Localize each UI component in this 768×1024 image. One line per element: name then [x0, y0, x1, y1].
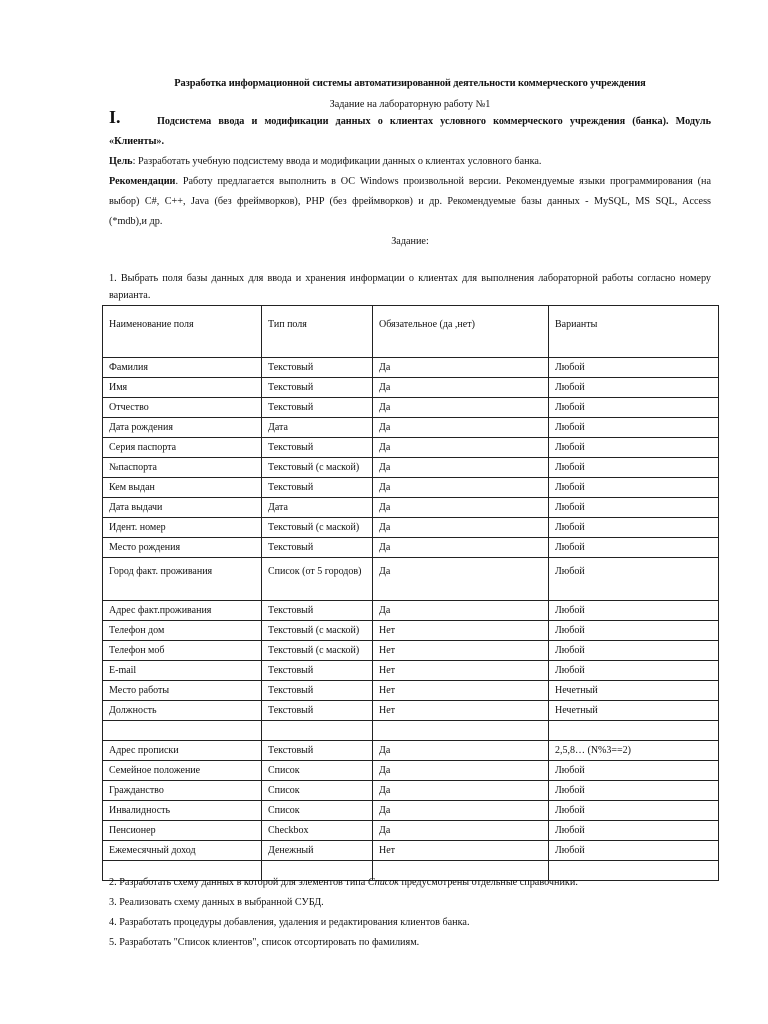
table-row: [103, 641, 719, 661]
table-cell: Любой: [549, 781, 719, 801]
table-cell: Текстовый: [262, 741, 373, 761]
step2-em: Список: [367, 877, 399, 888]
table-cell: Дата выдачи: [103, 498, 262, 518]
table-cell: Нет: [373, 661, 549, 681]
table-row: [103, 621, 719, 641]
step2-post: предусмотрены отдельные справочники.: [398, 877, 578, 888]
table-cell: Да: [373, 821, 549, 841]
table-row: [103, 601, 719, 621]
table-row: [103, 661, 719, 681]
table-row: [103, 841, 719, 861]
table-row: [103, 701, 719, 721]
table-row: [103, 781, 719, 801]
table-row: [103, 438, 719, 458]
table-cell: Имя: [103, 378, 262, 398]
table-cell: Любой: [549, 358, 719, 378]
table-cell: 2,5,8… (N%3==2): [549, 741, 719, 761]
table-cell: Да: [373, 358, 549, 378]
table-cell: Нечетный: [549, 701, 719, 721]
header-cell: Обязательное (да ,нет): [373, 306, 549, 358]
table-cell: Любой: [549, 438, 719, 458]
table-cell: Любой: [549, 601, 719, 621]
section-heading-line2: «Клиенты».: [109, 136, 165, 147]
table-row: [103, 538, 719, 558]
table-cell: Дата: [262, 498, 373, 518]
table-cell: Любой: [549, 761, 719, 781]
table-cell: Нет: [373, 641, 549, 661]
table-row: [103, 761, 719, 781]
step2-pre: 2. Разработать схему данных в которой для элементов типа: [109, 877, 368, 888]
table-cell: Любой: [549, 801, 719, 821]
table-cell: Любой: [549, 498, 719, 518]
table-cell: Инвалидность: [103, 801, 262, 821]
table-cell: Гражданство: [103, 781, 262, 801]
table-cell: Любой: [549, 458, 719, 478]
table-cell: Нет: [373, 841, 549, 861]
table-cell: [262, 721, 373, 741]
step5-text: 5. Разработать "Список клиентов", список отсортировать по фамилиям.: [109, 937, 420, 948]
table-cell: Телефон моб: [103, 641, 262, 661]
table-row: [103, 681, 719, 701]
table-cell: Да: [373, 558, 549, 601]
step1-paragraph: [109, 269, 711, 306]
recommendations-paragraph: [109, 172, 711, 232]
table-cell: Любой: [549, 478, 719, 498]
table-cell: Да: [373, 398, 549, 418]
table-cell: Дата рождения: [103, 418, 262, 438]
table-cell: Текстовый: [262, 538, 373, 558]
fields-table: [102, 305, 719, 881]
table-cell: Ежемесячный доход: [103, 841, 262, 861]
table-row: [103, 398, 719, 418]
table-cell: Текстовый: [262, 478, 373, 498]
table-cell: Семейное положение: [103, 761, 262, 781]
table-cell: Список: [262, 781, 373, 801]
section-numeral: I.: [109, 107, 121, 127]
table-cell: Фамилия: [103, 358, 262, 378]
table-cell: Текстовый (с маской): [262, 458, 373, 478]
step1-line2: варианта.: [109, 290, 151, 301]
table-cell: Да: [373, 438, 549, 458]
table-cell: Текстовый: [262, 661, 373, 681]
table-cell: Дата: [262, 418, 373, 438]
goal-paragraph: [109, 152, 711, 172]
table-cell: [549, 721, 719, 741]
recommendations-line3: (*mdb),и др.: [109, 216, 163, 227]
table-cell: Список: [262, 801, 373, 821]
table-cell: Любой: [549, 418, 719, 438]
recommendations-line2: выбор) C#, C++, Java (без фреймворков), PHP (без фреймворков) и др. Рекомендуемые базы данных - MySQL, MS SQL, Access: [109, 196, 711, 207]
table-cell: Текстовый (с маской): [262, 641, 373, 661]
table-cell: Да: [373, 538, 549, 558]
table-row: [103, 741, 719, 761]
table-cell: Отчество: [103, 398, 262, 418]
document-subtitle: Задание на лабораторную работу №1: [329, 99, 491, 110]
goal-text: : Разработать учебную подсистему ввода и модификации данных о клиентах условного банка.: [132, 156, 542, 167]
table-cell: Должность: [103, 701, 262, 721]
table-cell: Город факт. проживания: [103, 558, 262, 601]
table-cell: Место работы: [103, 681, 262, 701]
table-cell: Любой: [549, 518, 719, 538]
table-cell: Любой: [549, 378, 719, 398]
table-cell: Серия паспорта: [103, 438, 262, 458]
table-row: [103, 458, 719, 478]
table-cell: Адрес факт.проживания: [103, 601, 262, 621]
table-row: [103, 821, 719, 841]
table-cell: Да: [373, 518, 549, 538]
table-row: [103, 378, 719, 398]
table-cell: №паспорта: [103, 458, 262, 478]
table-cell: Checkbox: [262, 821, 373, 841]
table-row: [103, 418, 719, 438]
table-cell: Любой: [549, 558, 719, 601]
table-cell: Нет: [373, 701, 549, 721]
section-heading-cont: [109, 132, 711, 152]
table-cell: Любой: [549, 538, 719, 558]
table-cell: Да: [373, 801, 549, 821]
table-cell: Да: [373, 741, 549, 761]
task-heading: Задание:: [391, 236, 429, 247]
table-cell: Текстовый: [262, 398, 373, 418]
table-row: [103, 721, 719, 741]
recommendations-line1: . Работу предлагается выполнить в ОС Windows произвольной версии. Рекомендуемые языки программирования (на: [175, 176, 711, 187]
table-cell: Текстовый: [262, 378, 373, 398]
table-cell: Пенсионер: [103, 821, 262, 841]
header-cell: Варианты: [549, 306, 719, 358]
table-cell: [373, 721, 549, 741]
table-cell: Любой: [549, 661, 719, 681]
table-cell: Любой: [549, 841, 719, 861]
table-row: [103, 478, 719, 498]
table-cell: E-mail: [103, 661, 262, 681]
table-row: [103, 498, 719, 518]
header-cell: Наименование поля: [103, 306, 262, 358]
table-cell: Кем выдан: [103, 478, 262, 498]
step4-text: 4. Разработать процедуры добавления, удаления и редактирования клиентов банка.: [109, 917, 470, 928]
table-cell: Да: [373, 761, 549, 781]
section-heading: [157, 112, 711, 132]
table-cell: Телефон дом: [103, 621, 262, 641]
table-cell: Да: [373, 478, 549, 498]
table-cell: Нет: [373, 681, 549, 701]
table-cell: Любой: [549, 621, 719, 641]
step1-line1: 1. Выбрать поля базы данных для ввода и хранения информации о клиентах для выполнения лабораторной работы согласно номеру: [109, 273, 711, 284]
table-cell: Список (от 5 городов): [262, 558, 373, 601]
goal-label: Цель: [109, 156, 133, 167]
table-row: [103, 358, 719, 378]
table-cell: Да: [373, 418, 549, 438]
recommendations-label: Рекомендации: [109, 176, 176, 187]
table-header-row: [103, 306, 719, 358]
table-cell: Идент. номер: [103, 518, 262, 538]
table-cell: Да: [373, 781, 549, 801]
step3-text: 3. Реализовать схему данных в выбранной СУБД.: [109, 897, 324, 908]
table-cell: Любой: [549, 641, 719, 661]
table-cell: Да: [373, 378, 549, 398]
table-row: [103, 801, 719, 821]
document-title: Разработка информационной системы автоматизированной деятельности коммерческого учреждения: [174, 78, 646, 89]
header-cell: Тип поля: [262, 306, 373, 358]
table-cell: Да: [373, 601, 549, 621]
table-cell: [103, 721, 262, 741]
table-cell: Текстовый: [262, 681, 373, 701]
table-cell: Текстовый (с маской): [262, 518, 373, 538]
table-cell: Любой: [549, 821, 719, 841]
table-cell: Да: [373, 458, 549, 478]
table-row: [103, 558, 719, 601]
table-cell: Текстовый: [262, 601, 373, 621]
table-cell: Место рождения: [103, 538, 262, 558]
step2-text: [109, 876, 578, 889]
table-cell: Список: [262, 761, 373, 781]
table-cell: Текстовый: [262, 438, 373, 458]
table-cell: Текстовый: [262, 358, 373, 378]
table-cell: Нет: [373, 621, 549, 641]
table-cell: Денежный: [262, 841, 373, 861]
table-cell: Нечетный: [549, 681, 719, 701]
table-row: [103, 518, 719, 538]
table-cell: Адрес прописки: [103, 741, 262, 761]
table-cell: Текстовый: [262, 701, 373, 721]
table-cell: Текстовый (с маской): [262, 621, 373, 641]
section-heading-line1: Подсистема ввода и модификации данных о клиентах условного коммерческого учреждения (банка). Модуль: [157, 116, 711, 127]
table-cell: Да: [373, 498, 549, 518]
table-cell: Любой: [549, 398, 719, 418]
